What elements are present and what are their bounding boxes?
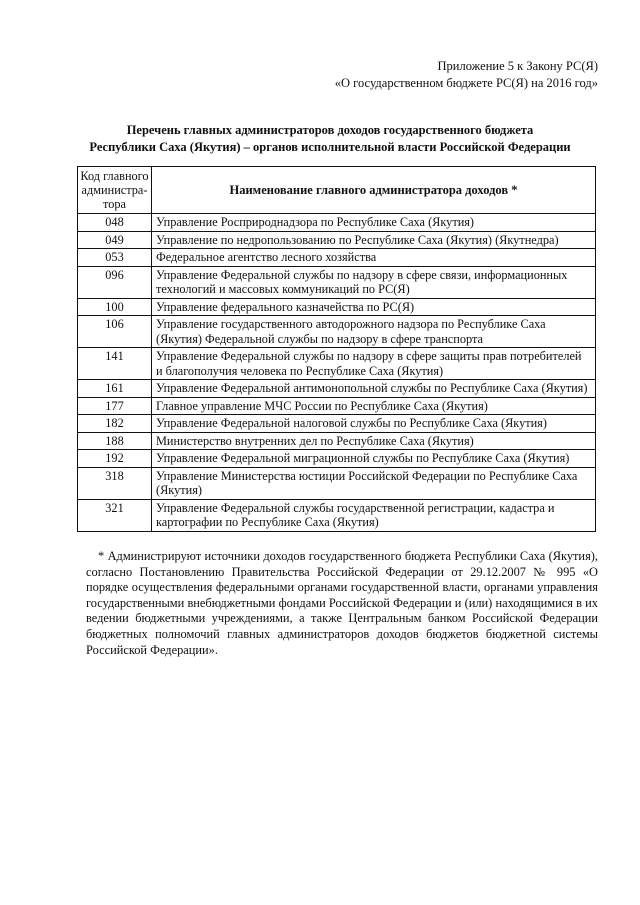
table-row [78, 298, 596, 316]
table-row [78, 450, 596, 468]
row-name: Управление Федеральной антимонопольной службы по Республике Саха (Якутия) [152, 380, 596, 398]
row-code: 188 [78, 432, 152, 450]
row-name: Управление Министерства юстиции Российской Федерации по Республике Саха (Якутия) [152, 467, 596, 499]
row-code: 106 [78, 316, 152, 348]
table-row [78, 467, 596, 499]
footnote-text: * Администрируют источники доходов государственного бюджета Республики Саха (Якутия), согласно Постановлению Правительства Российской Федерации от 29.12.2007 № 995 «О порядке осуществления федеральными органами государственной власти, органами управления государственными внебюджетными фондами Российской Федерации и (или) находящимися в их ведении бюджетными учреждениями, а также Центральным банком Российской Федерации бюджетных полномочий главных администраторов доходов бюджетов бюджетной системы Российской Федерации». [86, 549, 598, 657]
row-name: Управление государственного автодорожного надзора по Республике Саха (Якутия) Федеральной службы по надзору в сфере транспорта [152, 316, 596, 348]
appendix-note [335, 58, 598, 92]
row-code: 100 [78, 298, 152, 316]
row-name: Управление Федеральной службы государственной регистрации, кадастра и картографии по Республике Саха (Якутия) [152, 499, 596, 531]
table-row [78, 415, 596, 433]
table-row [78, 316, 596, 348]
row-code: 053 [78, 249, 152, 267]
row-code: 318 [78, 467, 152, 499]
row-code: 141 [78, 348, 152, 380]
row-code: 321 [78, 499, 152, 531]
row-code: 177 [78, 397, 152, 415]
title-line-1: Перечень главных администраторов доходов государственного бюджета [126, 123, 534, 137]
row-name: Управление по недропользованию по Республике Саха (Якутия) (Якутнедра) [152, 231, 596, 249]
footnote [86, 549, 598, 658]
table-row [78, 380, 596, 398]
row-name: Федеральное агентство лесного хозяйства [152, 249, 596, 267]
table-row [78, 214, 596, 232]
document-title [60, 122, 600, 156]
row-code: 096 [78, 266, 152, 298]
table-row [78, 397, 596, 415]
appendix-line-2: «О государственном бюджете РС(Я) на 2016 год» [334, 76, 598, 90]
table-body [78, 214, 596, 532]
column-header-name: Наименование главного администратора доходов * [152, 167, 596, 214]
table-row [78, 231, 596, 249]
table-row [78, 499, 596, 531]
table-row [78, 348, 596, 380]
row-name: Управление Федеральной службы по надзору в сфере защиты прав потребителей и благополучия человека по Республике Саха (Якутия) [152, 348, 596, 380]
administrators-table [77, 166, 596, 532]
row-code: 161 [78, 380, 152, 398]
title-line-2: Республики Саха (Якутия) – органов исполнительной власти Российской Федерации [89, 140, 571, 154]
row-code: 182 [78, 415, 152, 433]
row-name: Министерство внутренних дел по Республике Саха (Якутия) [152, 432, 596, 450]
table-row [78, 249, 596, 267]
row-code: 192 [78, 450, 152, 468]
row-name: Управление Федеральной налоговой службы по Республике Саха (Якутия) [152, 415, 596, 433]
row-name: Управление Федеральной миграционной службы по Республике Саха (Якутия) [152, 450, 596, 468]
appendix-line-1: Приложение 5 к Закону РС(Я) [437, 59, 598, 73]
row-name: Управление Росприроднадзора по Республике Саха (Якутия) [152, 214, 596, 232]
row-name: Управление Федеральной службы по надзору в сфере связи, информационных технологий и массовых коммуникаций по РС(Я) [152, 266, 596, 298]
table-row [78, 266, 596, 298]
row-code: 048 [78, 214, 152, 232]
row-name: Главное управление МЧС России по Республике Саха (Якутия) [152, 397, 596, 415]
table-row [78, 432, 596, 450]
table-header-row [78, 167, 596, 214]
row-name: Управление федерального казначейства по РС(Я) [152, 298, 596, 316]
row-code: 049 [78, 231, 152, 249]
column-header-code: Код главного администра-тора [78, 167, 152, 214]
